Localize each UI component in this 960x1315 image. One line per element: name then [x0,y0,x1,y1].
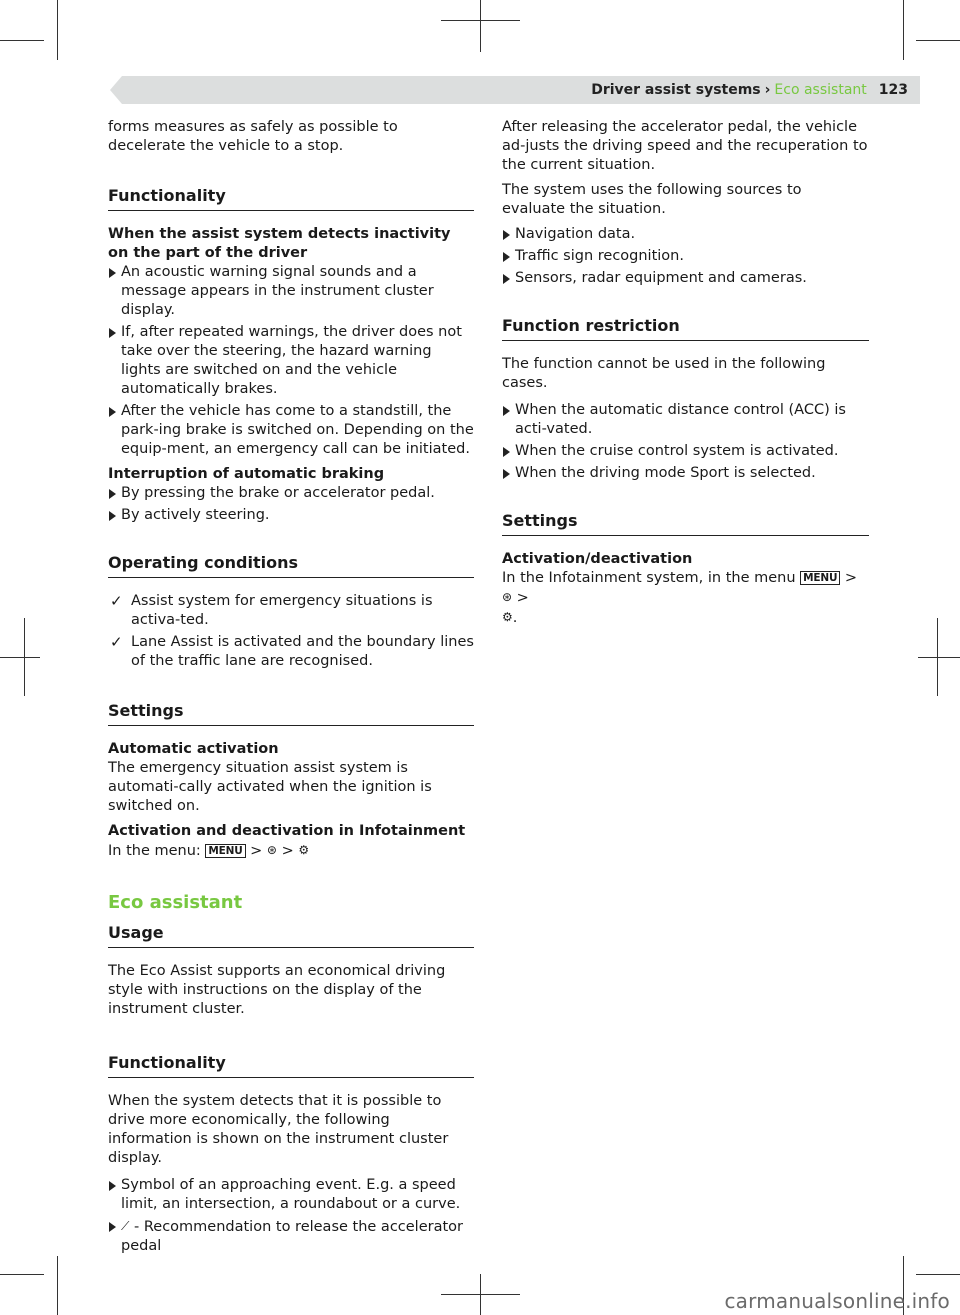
automatic-activation-text: The emergency situation assist system is automati-cally activated when the ignition is switched on. [108,760,432,814]
sources-list [502,225,869,288]
subheading-automatic-activation: Automatic activation [108,741,279,757]
list-item: An acoustic warning signal sounds and a message appears in the instrument cluster display. [108,263,474,320]
subheading-activation-deactivation: Activation/deactivation [502,551,693,567]
page-header [591,80,908,100]
section-heading-operating-conditions: Operating conditions [108,553,474,578]
breadcrumb-section: Eco assistant [774,81,867,98]
menu-path: In the menu: MENU > ⊛ > ⚙ [108,843,310,859]
section-heading-function-restriction: Function restriction [502,316,869,341]
menu-icon: MENU [205,844,245,858]
list-item: Navigation data. [502,225,869,244]
crop-mark [0,1274,44,1275]
usage-text: The Eco Assist supports an economical driving style with instructions on the display of the instrument cluster. [108,963,446,1017]
crop-mark [937,618,938,696]
watermark: carmanualsonline.info [724,1289,950,1313]
crop-mark [916,1274,960,1275]
breadcrumb-separator: › [764,81,771,98]
inactivity-list [108,263,474,459]
right-column [502,118,869,628]
list-item: When the driving mode Sport is selected. [502,464,869,483]
assist-car-icon: ⊛ [502,590,513,604]
restriction-text: The function cannot be used in the following cases. [502,356,826,391]
subheading-interruption: Interruption of automatic braking [108,466,385,482]
intro-text: forms measures as safely as possible to decelerate the vehicle to a stop. [108,119,398,154]
checkmark-icon: ✓ [110,633,123,651]
crop-mark [480,1274,481,1315]
crop-mark [916,40,960,41]
section-heading-eco-functionality: Functionality [108,1053,474,1078]
assist-car-icon: ⊛ [266,843,277,857]
crop-mark [57,1256,58,1315]
list-item: When the cruise control system is activated. [502,442,869,461]
crop-mark [918,657,960,658]
list-item: ⟋ - Recommendation to release the accelerator pedal [108,1217,474,1256]
crop-mark [57,0,58,60]
sources-intro: The system uses the following sources to evaluate the situation. [502,182,802,217]
list-item: Sensors, radar equipment and cameras. [502,269,869,288]
list-item: If, after repeated warnings, the driver does not take over the steering, the hazard warning lights are switched on and the vehicle automatically brakes. [108,323,474,399]
settings-gear-icon: ⚙ [298,843,310,857]
eco-functionality-text: When the system detects that it is possible to drive more economically, the following information is shown on the instrument cluster display. [108,1093,449,1166]
crop-mark [480,0,481,52]
restriction-list [502,401,869,483]
checkmark-icon: ✓ [110,592,123,610]
list-item: When the automatic distance control (ACC) is acti-vated. [502,401,869,439]
list-item: After the vehicle has come to a standstill, the park-ing brake is switched on. Depending on the equip-ment, an emergency call can be initiated. [108,402,474,459]
crop-mark [0,657,40,658]
menu-icon: MENU [800,571,840,585]
list-item: By actively steering. [108,506,474,525]
settings-gear-icon: ⚙ [502,610,513,624]
interruption-list [108,484,474,525]
subheading-inactivity: When the assist system detects inactivity on the part of the driver [108,226,451,261]
section-heading-usage: Usage [108,923,474,948]
crop-mark [24,618,25,696]
list-item: Traffic sign recognition. [502,247,869,266]
eco-info-list [108,1176,474,1256]
page-number: 123 [878,81,908,98]
release-accelerator-foot-icon: ⟋ [121,1219,130,1233]
chapter-title-eco-assistant: Eco assistant [108,892,243,913]
section-heading-settings: Settings [502,511,869,536]
list-item: Symbol of an approaching event. E.g. a speed limit, an intersection, a roundabout or a curve. [108,1176,474,1214]
section-heading-functionality: Functionality [108,186,474,211]
list-item: ✓ Lane Assist is activated and the boundary lines of the traffic lane are recognised. [110,633,474,669]
breadcrumb-chapter: Driver assist systems [591,81,761,98]
crop-mark [0,40,44,41]
section-heading-settings: Settings [108,701,474,726]
list-item: By pressing the brake or accelerator pedal. [108,484,474,503]
crop-mark [903,0,904,60]
left-column [108,118,474,1260]
conditions-list [108,592,474,671]
subheading-infotainment: Activation and deactivation in Infotainment [108,823,466,839]
list-item: ✓ Assist system for emergency situations is activa-ted. [110,592,433,628]
recuperation-text: After releasing the accelerator pedal, the vehicle ad-justs the driving speed and the recuperation to the current situation. [502,119,868,173]
menu-path: In the Infotainment system, in the menu MENU > ⊛ > ⚙. [502,570,858,626]
